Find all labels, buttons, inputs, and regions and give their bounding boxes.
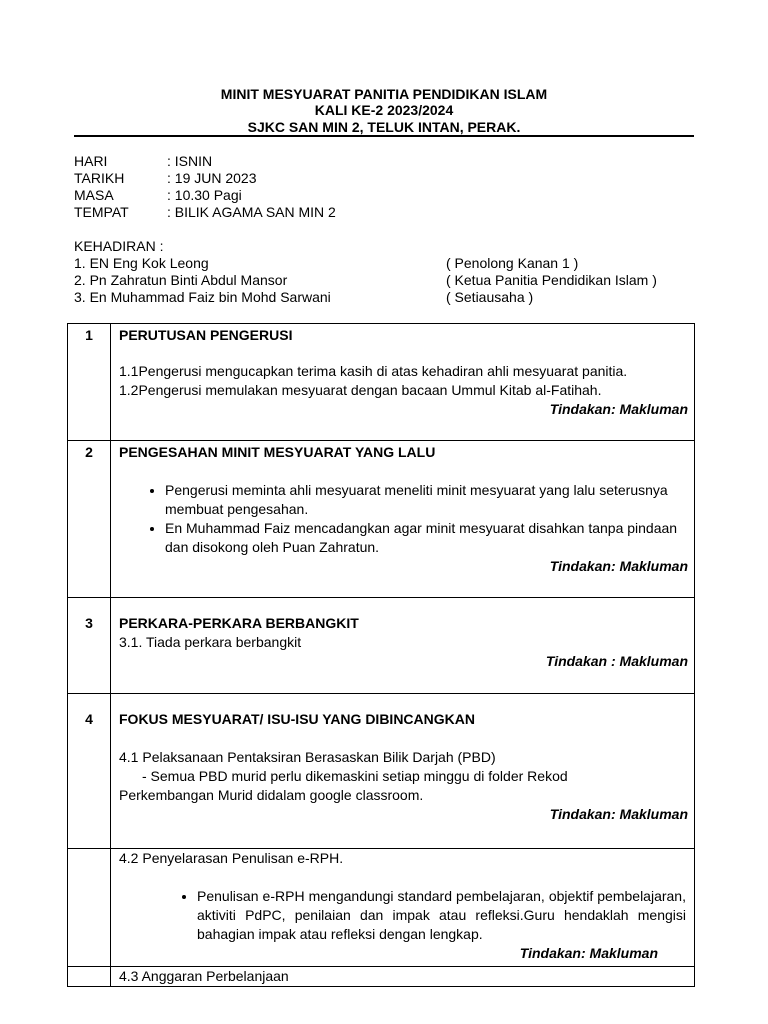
section-row-1 [68,324,695,441]
info-value: : ISNIN [167,153,213,169]
bullet-list [119,887,688,944]
section-row-3 [68,598,695,694]
action-label: Tindakan: Makluman [549,806,688,822]
section-body [111,967,695,987]
bullet-list [119,481,688,557]
info-label: TARIKH [74,170,125,186]
minutes-table [67,323,695,987]
document-title-line-1: MINIT MESYUARAT PANITIA PENDIDIKAN ISLAM [220,86,548,102]
attendee-row [74,255,714,272]
info-row-day [74,153,336,170]
section-row-2 [68,441,695,598]
action-label: Tindakan: Makluman [549,401,688,417]
info-value: : 19 JUN 2023 [167,170,257,186]
attendee-row [74,272,714,289]
action-label: Tindakan: Makluman [519,945,658,961]
action-label: Tindakan : Makluman [545,653,688,669]
attendee-name: 1. EN Eng Kok Leong [74,255,209,271]
info-row-place [74,204,336,221]
title-divider [74,135,694,137]
minute-item: 1.1Pengerusi mengucapkan terima kasih di atas kehadiran ahli mesyuarat panitia. [119,363,628,379]
attendee-row [74,289,714,306]
section-row-4-2 [68,849,695,967]
attendance-heading: KEHADIRAN : [74,238,164,254]
info-row-date [74,170,336,187]
bullet-item: • Penulisan e-RPH mengandungi standard pembelajaran, objektif pembelajaran, aktiviti PdPC, penilaian dan impak atau refleksi.Guru hendaklah mengisi bahagian impak atau refleksi dengan lengkap. [197,887,686,944]
section-body [111,324,695,441]
attendee-name: 2. Pn Zahratun Binti Abdul Mansor [74,272,288,288]
minute-subitem-continuation: Perkembangan Murid didalam google classroom. [119,787,424,803]
section-title: PENGESAHAN MINIT MESYUARAT YANG LALU [119,444,436,460]
info-label: TEMPAT [74,204,129,220]
info-label: HARI [74,153,108,169]
section-number-empty [68,849,111,967]
info-row-time [74,187,336,204]
section-number: 3 [68,598,111,694]
attendee-name: 3. En Muhammad Faiz bin Mohd Sarwani [74,289,331,305]
section-row-4-3 [68,967,695,987]
section-number: 1 [68,324,111,441]
section-body [111,441,695,598]
section-number: 2 [68,441,111,598]
minute-item: 3.1. Tiada perkara berbangkit [119,634,302,650]
attendee-role: ( Penolong Kanan 1 ) [446,255,579,271]
minute-item: 4.2 Penyelarasan Penulisan e-RPH. [119,850,344,866]
bullet-item: • En Muhammad Faiz mencadangkan agar minit mesyuarat disahkan tanpa pindaan dan disokong oleh Puan Zahratun. [165,519,688,557]
minute-item: 4.1 Pelaksanaan Pentaksiran Berasaskan Bilik Darjah (PBD) [119,749,496,765]
section-body [111,694,695,849]
section-body [111,849,695,967]
document-title-line-2: KALI KE-2 2023/2024 [314,102,454,118]
section-title: FOKUS MESYUARAT/ ISU-ISU YANG DIBINCANGKAN [119,711,475,727]
meeting-info [74,153,336,221]
section-row-4 [68,694,695,849]
info-value: : BILIK AGAMA SAN MIN 2 [167,204,336,220]
bullet-item: • Pengerusi meminta ahli mesyuarat meneliti minit mesyuarat yang lalu seterusnya membuat pengesahan. [165,481,688,519]
section-number: 4 [68,694,111,849]
section-title: PERKARA-PERKARA BERBANGKIT [119,615,359,631]
info-label: MASA [74,187,114,203]
document-title-line-3: SJKC SAN MIN 2, TELUK INTAN, PERAK. [247,119,521,135]
section-title: PERUTUSAN PENGERUSI [119,327,293,343]
minute-item: 1.2Pengerusi memulakan mesyuarat dengan bacaan Ummul Kitab al-Fatihah. [119,382,602,398]
section-body [111,598,695,694]
action-label: Tindakan: Makluman [549,558,688,574]
info-value: : 10.30 Pagi [167,187,242,203]
attendance-list [74,238,714,306]
attendee-role: ( Setiausaha ) [446,289,534,305]
minute-item: 4.3 Anggaran Perbelanjaan [119,968,289,984]
section-number-empty [68,967,111,987]
attendee-role: ( Ketua Panitia Pendidikan Islam ) [446,272,657,288]
minute-subitem: - Semua PBD murid perlu dikemaskini setiap minggu di folder Rekod [142,768,568,784]
